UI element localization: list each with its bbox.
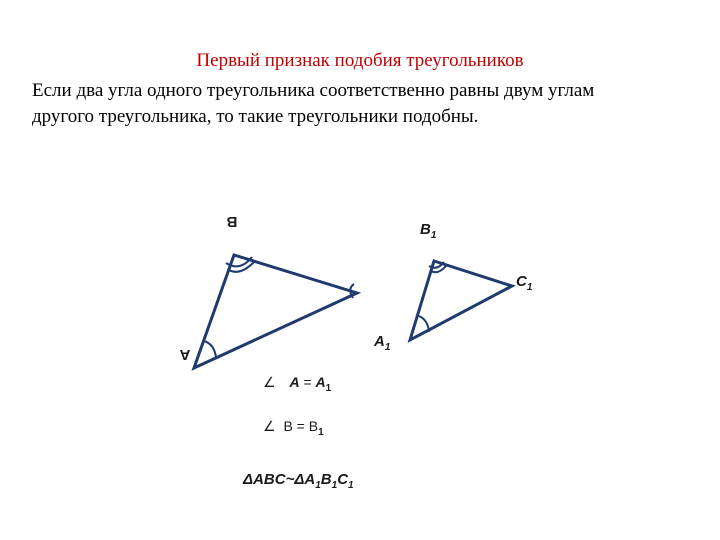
triangle-abc bbox=[194, 255, 357, 368]
vertex-label-b1: $B_1$ bbox=[420, 221, 437, 241]
similarity-conclusion: $\Delta ABC\sim\Delta A_1B_1C_1$ bbox=[243, 471, 354, 491]
vertex-label-b: B bbox=[226, 213, 238, 230]
vertex-label-c1: $C_1$ bbox=[516, 273, 533, 293]
angle-equality-b: ∠ $B = B_1$ bbox=[263, 418, 324, 438]
page-title: Первый признак подобия треугольников bbox=[196, 50, 524, 71]
triangle-a1b1c1 bbox=[410, 261, 512, 340]
angle-arc-a bbox=[204, 341, 216, 357]
angle-equality-a: ∠ $A = A_1$ bbox=[263, 374, 332, 394]
vertex-label-a: A bbox=[179, 346, 191, 363]
statement-line-1: Если два угла одного треугольника соответственно равны двум углам bbox=[32, 80, 595, 101]
vertex-label-a1: $A_1$ bbox=[374, 333, 391, 353]
statement-line-2: другого треугольника, то такие треугольники подобны. bbox=[32, 106, 479, 127]
